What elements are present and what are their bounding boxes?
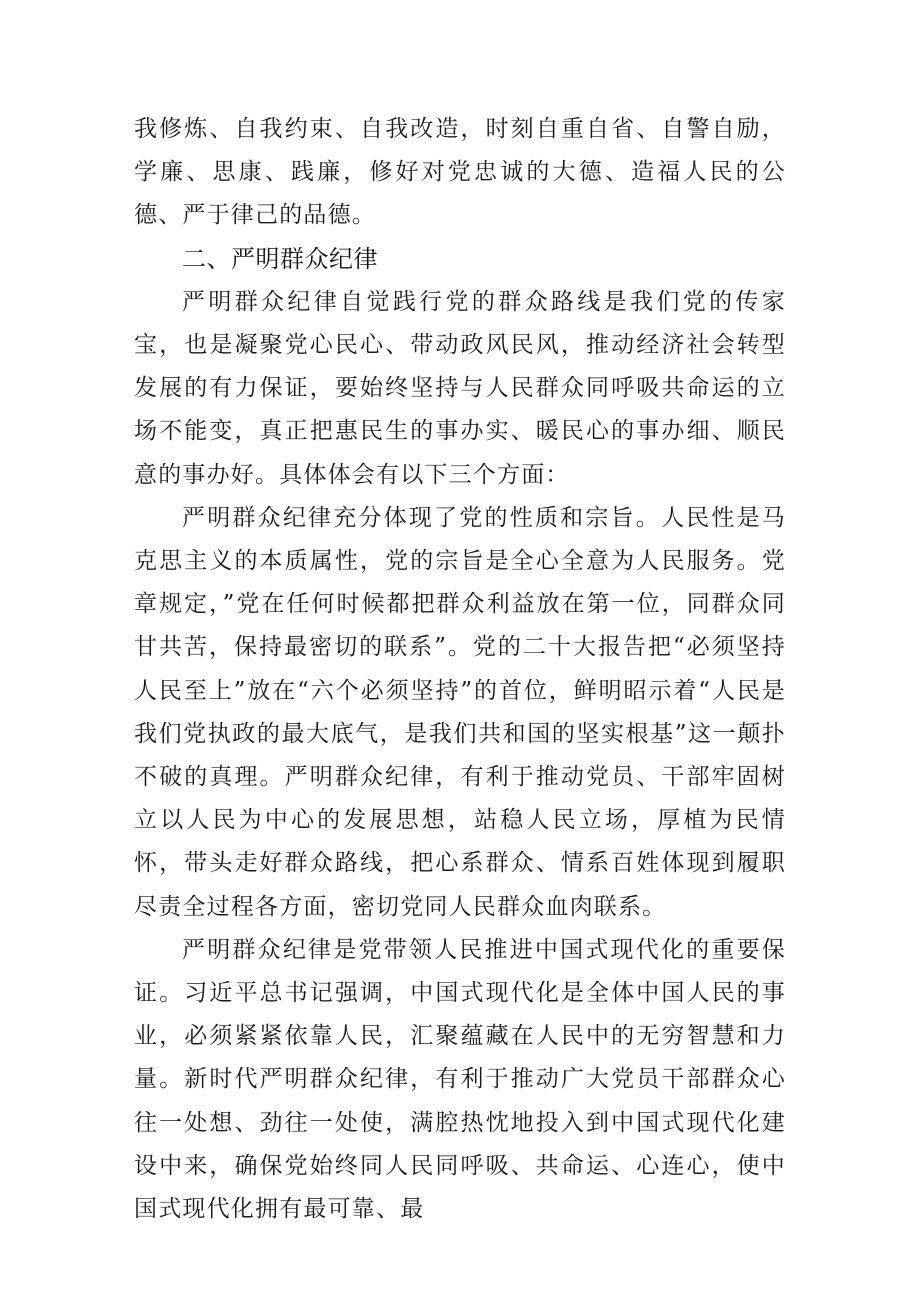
paragraph-modernization: 严明群众纪律是党带领人民推进中国式现代化的重要保证。习近平总书记强调，中国式现代化是全体中国人民的事业，必须紧紧依靠人民，汇聚蕴藏在人民中的无穷智慧和力量。新时代严明群众纪律，有利于推动广大党员干部群众心往一处想、劲往一处使，满腔热忱地投入到中国式现代化建设中来，确保党始终同人民同呼吸、共命运、心连心，使中国式现代化拥有最可靠、最: [134, 936, 786, 1223]
paragraph-nature-purpose: 严明群众纪律充分体现了党的性质和宗旨。人民性是马克思主义的本质属性，党的宗旨是全心全意为人民服务。党章规定，”党在任何时候都把群众利益放在第一位，同群众同甘共苦，保持最密切的联系”。党的二十大报告把“必须坚持人民至上”放在“六个必须坚持”的首位，鲜明昭示着“人民是我们党执政的最大底气，是我们共和国的坚实根基”这一颠扑不破的真理。严明群众纪律，有利于推动党员、干部牢固树立以人民为中心的发展思想，站稳人民立场，厚植为民情怀，带头走好群众路线，把心系群众、情系百姓体现到履职尽责全过程各方面，密切党同人民群众血肉联系。: [134, 504, 786, 920]
paragraph-continued: 我修炼、自我约束、自我改造，时刻自重自省、自警自励，学廉、思康、践廉，修好对党忠诚的大德、造福人民的公德、严于律己的品德。: [134, 116, 786, 229]
document-body: [134, 108, 786, 1231]
section-heading: 二、严明群众纪律: [182, 244, 378, 273]
paragraph-intro: 严明群众纪律自觉践行党的群众路线是我们党的传家宝，也是凝聚党心民心、带动政风民风，推动经济社会转型发展的有力保证，要始终坚持与人民群众同呼吸共命运的立场不能变，真正把惠民生的事办实、暖民心的事办细、顺民意的事办好。具体体会有以下三个方面：: [134, 288, 786, 488]
